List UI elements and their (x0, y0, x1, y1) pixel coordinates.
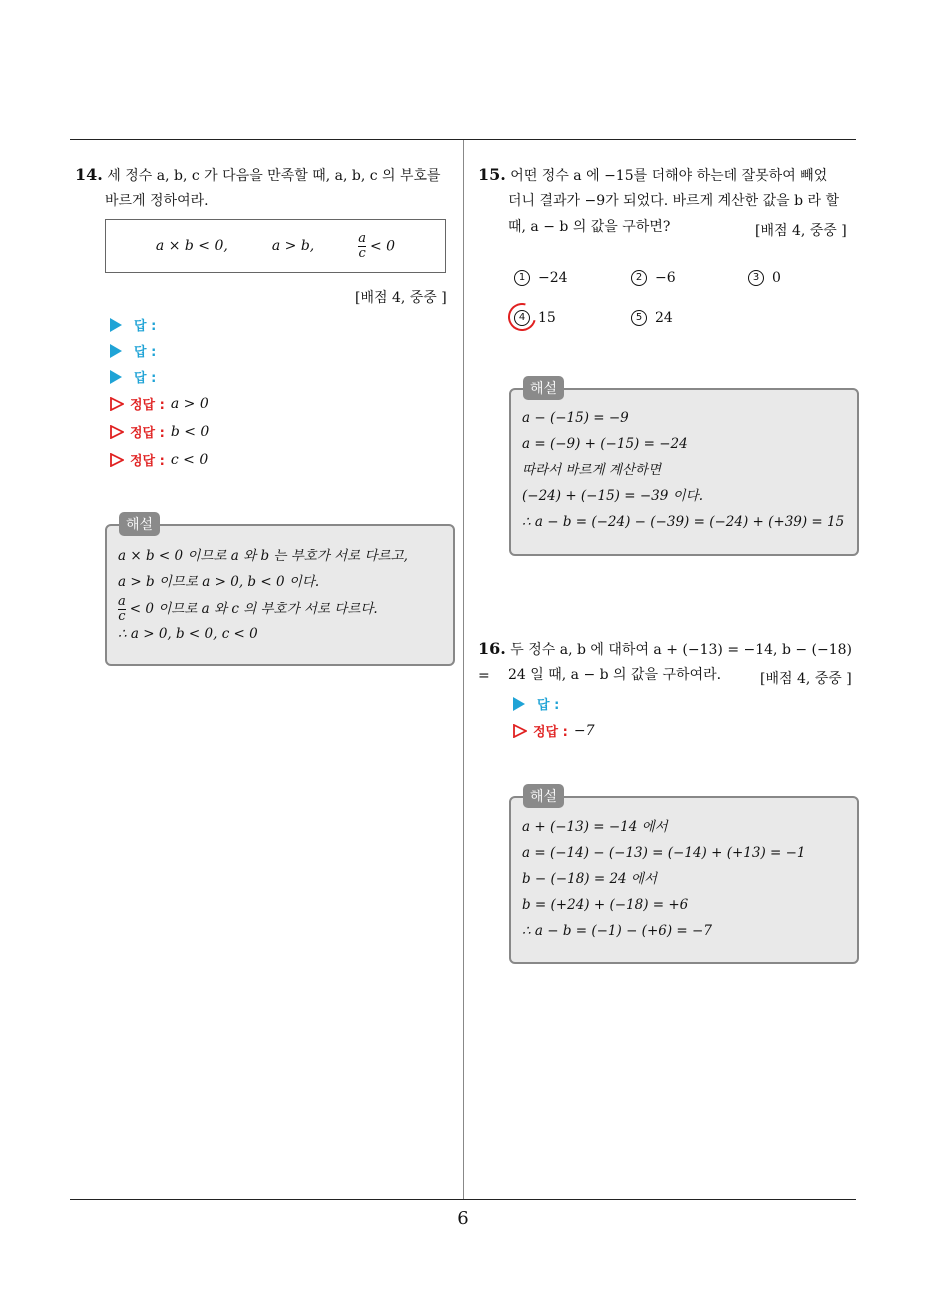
answer-label: 답 : (134, 319, 157, 334)
q15-choice-1-value: −24 (538, 270, 568, 286)
q15-explanation-body (522, 405, 844, 535)
q14-answer-field-3[interactable] (110, 367, 156, 386)
q15-text-line1: 어떤 정수 a 에 −15를 더해야 하는데 잘못하여 빼었 (510, 168, 828, 184)
q15-text-line2: 더니 결과가 −9가 되었다. 바르게 계산한 값을 b 라 할 (508, 193, 840, 209)
q16-correct (513, 721, 594, 740)
q15-choice-3-number: 3 (748, 270, 764, 286)
q16-expl-line4: b = (+24) + (−18) = +6 (522, 897, 689, 913)
q14-cond3-numerator: a (358, 230, 366, 246)
column-divider (463, 140, 464, 1200)
q15-answer-mark-icon (503, 298, 541, 336)
q14-expl-line3 (118, 595, 408, 624)
q14-expl-line1: a × b < 0 이므로 a 와 b 는 부호가 서로 다르고, (118, 548, 408, 564)
triangle-icon (513, 697, 525, 711)
q14-cond3 (358, 232, 395, 261)
q14-correct-value-2: b < 0 (170, 423, 210, 440)
triangle-icon (110, 344, 122, 358)
q14-answer-field-1[interactable] (110, 315, 156, 334)
q14-expl-line3-rest: < 0 이므로 a 와 c 의 부호가 서로 다르다. (129, 601, 378, 617)
q16-text-line1: 두 정수 a, b 에 대하여 a + (−13) = −14, b − (−18) = (478, 642, 853, 684)
q16-number: 16. (478, 639, 506, 658)
q15-choice-3-value: 0 (772, 270, 781, 286)
q14-number: 14. (75, 165, 103, 184)
answer-label: 답 : (134, 345, 157, 360)
q15-choice-2-number: 2 (631, 270, 647, 286)
q15-explanation-tag: 해설 (523, 376, 564, 400)
q15-choice-5-value: 24 (655, 310, 673, 326)
q14-expl-line4: ∴ a > 0, b < 0, c < 0 (118, 626, 258, 642)
q16-answer-field[interactable] (513, 694, 559, 713)
q14-cond1: a × b < 0, (155, 238, 228, 254)
page-number: 6 (457, 1208, 469, 1229)
q15-choice-5[interactable] (631, 310, 673, 326)
open-triangle-icon (513, 724, 527, 738)
q16-expl-line2: a = (−14) − (−13) = (−14) + (+13) = −1 (522, 845, 806, 861)
correct-label: 정답 : (533, 725, 568, 740)
q15-expl-line4: (−24) + (−15) = −39 이다. (522, 488, 703, 504)
q14-correct-1 (110, 394, 209, 413)
q15-expl-line1: a − (−15) = −9 (522, 410, 629, 426)
q14-explanation-body (118, 543, 408, 644)
q15-choice-3[interactable] (748, 270, 781, 286)
q14-cond3-denominator: c (358, 245, 366, 261)
answer-label: 답 : (134, 371, 157, 386)
answer-label: 답 : (537, 698, 560, 713)
q16-expl-line1: a + (−13) = −14 에서 (522, 819, 668, 835)
q15-expl-line5: ∴ a − b = (−24) − (−39) = (−24) + (+39) = 15 (522, 514, 845, 530)
q14-correct-2 (110, 422, 209, 441)
triangle-icon (110, 370, 122, 384)
q15-expl-line2: a = (−9) + (−15) = −24 (522, 436, 688, 452)
q14-correct-value-3: c < 0 (170, 451, 209, 468)
q15-text (478, 162, 860, 189)
triangle-icon (110, 318, 122, 332)
q15-text-line3: 때, a − b 의 값을 구하면? (508, 219, 671, 235)
q16-score: [배점 4, 중중 ] (760, 671, 852, 687)
bottom-rule (70, 1199, 856, 1200)
q16-text-line2: 24 일 때, a − b 의 값을 구하여라. (508, 667, 722, 683)
q16-correct-value: −7 (573, 722, 595, 739)
q14-score: [배점 4, 중중 ] (355, 290, 447, 306)
q14-correct-3 (110, 450, 208, 469)
q16-expl-line3: b − (−18) = 24 에서 (522, 871, 658, 887)
open-triangle-icon (110, 397, 124, 411)
q15-number: 15. (478, 165, 506, 184)
q14-cond2: a > b, (271, 238, 315, 254)
q14-cond3-rest: < 0 (370, 238, 396, 254)
correct-label: 정답 : (130, 454, 165, 469)
q14-expl-line2: a > b 이므로 a > 0, b < 0 이다. (118, 574, 320, 590)
q14-condition-box (105, 219, 446, 273)
q14-expl-numerator: a (118, 594, 126, 609)
q16-explanation-body (522, 814, 806, 944)
q14-text (75, 162, 457, 189)
q15-choice-4-number: 4 (514, 310, 530, 326)
q15-score: [배점 4, 중중 ] (755, 223, 847, 239)
q14-expl-fraction (118, 595, 126, 624)
q14-correct-value-1: a > 0 (170, 395, 209, 412)
q15-expl-line3: 따라서 바르게 계산하면 (522, 462, 661, 478)
open-triangle-icon (110, 453, 124, 467)
q15-choice-4-value: 15 (538, 310, 556, 326)
q15-choice-2-value: −6 (655, 270, 676, 286)
correct-label: 정답 : (130, 398, 165, 413)
q15-choice-5-number: 5 (631, 310, 647, 326)
q15-choice-1[interactable] (514, 270, 568, 286)
q14-expl-denominator: c (118, 609, 126, 624)
q14-text-line2: 바르게 정하여라. (105, 193, 209, 209)
q16-explanation-tag: 해설 (523, 784, 564, 808)
q14-cond3-fraction (358, 232, 366, 261)
q14-text-line1: 세 정수 a, b, c 가 다음을 만족할 때, a, b, c 의 부호를 (107, 168, 441, 184)
q15-choice-1-number: 1 (514, 270, 530, 286)
q16-expl-line5: ∴ a − b = (−1) − (+6) = −7 (522, 923, 712, 939)
correct-label: 정답 : (130, 426, 165, 441)
q15-choice-2[interactable] (631, 270, 676, 286)
q14-explanation-tag: 해설 (119, 512, 160, 536)
q14-answer-field-2[interactable] (110, 341, 156, 360)
open-triangle-icon (110, 425, 124, 439)
